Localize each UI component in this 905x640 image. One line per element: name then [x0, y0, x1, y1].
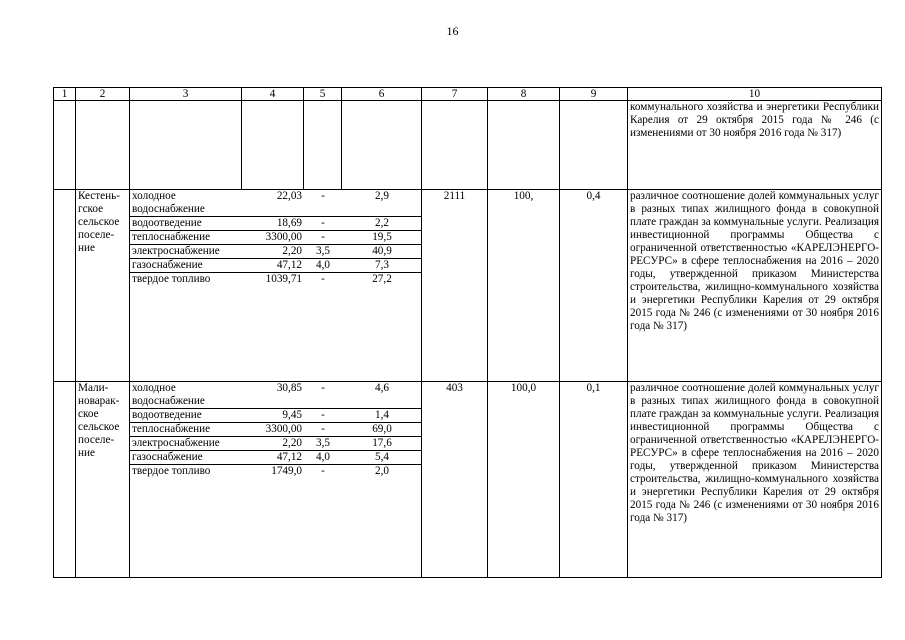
- services-table: [130, 190, 422, 286]
- service-row: [130, 217, 422, 231]
- service-value: 18,69: [242, 217, 304, 231]
- header-cell: 2: [76, 88, 130, 101]
- service-value: 1039,71: [242, 273, 304, 287]
- value-col8: 100,0: [488, 382, 560, 578]
- services-cell: [130, 382, 422, 578]
- service-value: 5,4: [342, 451, 422, 465]
- page-number: 16: [446, 24, 459, 38]
- header-cell: 8: [488, 88, 560, 101]
- tariff-table: [53, 87, 882, 578]
- service-name: твердое топливо: [130, 465, 242, 479]
- note-text: различное соотношение долей коммунальных услуг в разных типах жилищного фонда в совокупной плате граждан за коммунальные услуги. Реализация инвестиционной программы Общества с ограниченной ответственностью «КАРЕЛЭНЕРГО-РЕСУРС» в сфере теплоснабжения на 2016 – 2020 годы, утвержденной приказом Министерства строительства, жилищно-коммунального хозяйства и энергетики Республики Карелия от 29 октября 2015 года № 246 (с изменениями от 30 ноября 2016 года № 317): [628, 382, 882, 578]
- service-name: водоотведение: [130, 217, 242, 231]
- service-row: [130, 409, 422, 423]
- header-cell: 3: [130, 88, 242, 101]
- service-value: 47,12: [242, 451, 304, 465]
- service-name: теплоснабжение: [130, 231, 242, 245]
- settlement-name: Мали-новарак-ское сельское поселе-ние: [76, 382, 130, 578]
- service-value: 40,9: [342, 245, 422, 259]
- service-name: электроснабжение: [130, 245, 242, 259]
- service-value: 4,0: [304, 259, 342, 273]
- service-value: 2,20: [242, 245, 304, 259]
- service-name: водоотведение: [130, 409, 242, 423]
- service-name: твердое топливо: [130, 273, 242, 287]
- service-value: -: [304, 273, 342, 287]
- services-cell: [130, 190, 422, 382]
- service-name: холодное водоснабжение: [132, 190, 205, 215]
- service-value: 69,0: [342, 423, 422, 437]
- service-value: 2,20: [242, 437, 304, 451]
- service-value: 3,5: [304, 245, 342, 259]
- service-value: -: [304, 217, 342, 231]
- settlement-row: [54, 382, 882, 578]
- service-value: 3300,00: [242, 423, 304, 437]
- service-row: [130, 190, 422, 217]
- header-cell: 10: [628, 88, 882, 101]
- note-text: различное соотношение долей коммунальных услуг в разных типах жилищного фонда в совокупной плате граждан за коммунальные услуги. Реализация инвестиционной программы Общества с ограниченной ответственностью «КАРЕЛЭНЕРГО-РЕСУРС» в сфере теплоснабжения на 2016 – 2020 годы, утвержденной приказом Министерства строительства, жилищно-коммунального хозяйства и энергетики Республики Карелия от 29 октября 2015 года № 246 (с изменениями от 30 ноября 2016 года № 317): [628, 190, 882, 382]
- service-value: 22,03: [276, 190, 302, 202]
- value-col8: 100,: [488, 190, 560, 382]
- continued-note: коммунального хозяйства и энергетики Республики Карелия от 29 октября 2015 года № 246 (с изменениями от 30 ноября 2016 года № 317): [628, 101, 882, 190]
- service-value: -: [321, 382, 325, 394]
- service-value: -: [304, 231, 342, 245]
- service-value: 1749,0: [242, 465, 304, 479]
- service-value: -: [321, 190, 325, 202]
- service-value: -: [304, 409, 342, 423]
- service-value: 2,2: [342, 217, 422, 231]
- continued-row: [54, 101, 882, 190]
- service-value: 27,2: [342, 273, 422, 287]
- header-cell: 7: [422, 88, 488, 101]
- value-col7: 403: [422, 382, 488, 578]
- service-value: 4,0: [304, 451, 342, 465]
- value-col9: 0,1: [560, 382, 628, 578]
- header-cell: 9: [560, 88, 628, 101]
- service-row: [130, 437, 422, 451]
- service-row: [130, 423, 422, 437]
- service-value: 3300,00: [242, 231, 304, 245]
- header-cell: 6: [342, 88, 422, 101]
- service-name: газоснабжение: [130, 259, 242, 273]
- service-row: [130, 231, 422, 245]
- service-row: [130, 382, 422, 409]
- header-cell: 1: [54, 88, 76, 101]
- service-value: 30,85: [276, 382, 302, 394]
- service-value: 4,6: [375, 382, 389, 394]
- service-value: 3,5: [304, 437, 342, 451]
- header-cell: 4: [242, 88, 304, 101]
- service-name: газоснабжение: [130, 451, 242, 465]
- service-row: [130, 465, 422, 479]
- service-value: 19,5: [342, 231, 422, 245]
- service-row: [130, 245, 422, 259]
- service-value: 9,45: [242, 409, 304, 423]
- service-value: -: [304, 465, 342, 479]
- service-value: 1,4: [342, 409, 422, 423]
- value-col9: 0,4: [560, 190, 628, 382]
- service-value: 2,9: [375, 190, 389, 202]
- settlement-row: [54, 190, 882, 382]
- service-name: теплоснабжение: [130, 423, 242, 437]
- services-table: [130, 382, 422, 478]
- service-value: 7,3: [342, 259, 422, 273]
- service-value: 2,0: [342, 465, 422, 479]
- service-value: -: [304, 423, 342, 437]
- service-name: холодное водоснабжение: [132, 382, 205, 407]
- service-row: [130, 259, 422, 273]
- service-value: 47,12: [242, 259, 304, 273]
- value-col7: 2111: [422, 190, 488, 382]
- service-value: 17,6: [342, 437, 422, 451]
- settlement-name: Кестень-гское сельское поселе-ние: [76, 190, 130, 382]
- header-row: [54, 88, 882, 101]
- service-row: [130, 273, 422, 287]
- header-cell: 5: [304, 88, 342, 101]
- service-name: электроснабжение: [130, 437, 242, 451]
- service-row: [130, 451, 422, 465]
